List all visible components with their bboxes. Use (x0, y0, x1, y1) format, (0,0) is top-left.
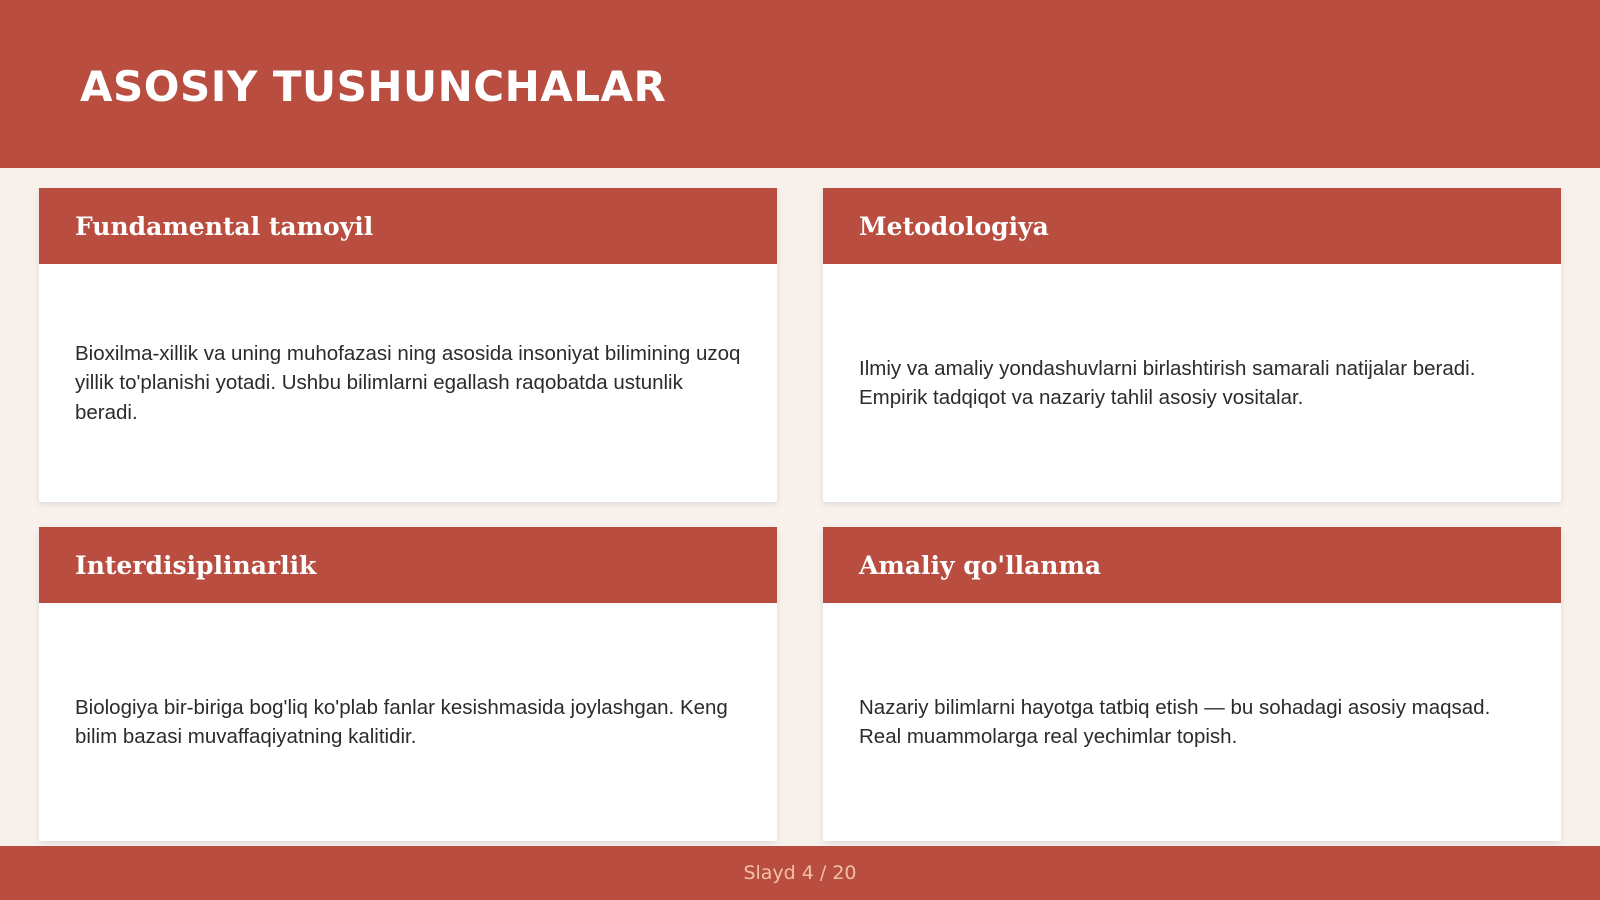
slide-counter: Slayd 4 / 20 (743, 862, 857, 884)
card-practical-application (823, 527, 1561, 841)
card-title: Amaliy qo'llanma (859, 551, 1102, 580)
card-title: Interdisiplinarlik (75, 551, 317, 580)
card-text: Ilmiy va amaliy yondashuvlarni birlashtirish samarali natijalar beradi. Empirik tadqiqot va nazariy tahlil asosiy vositalar. (859, 356, 1476, 409)
card-title: Fundamental tamoyil (75, 212, 374, 241)
card-header (823, 188, 1561, 264)
card-title: Metodologiya (859, 212, 1049, 241)
slide-header (0, 0, 1600, 168)
card-text: Bioxilma-xillik va uning muhofazasi ning asosida insoniyat bilimining uzoq yillik to'planishi yotadi. Ushbu bilimlarni egallash raqobatda ustunlik beradi. (75, 341, 741, 424)
card-fundamental-principle (39, 188, 777, 502)
card-header (39, 527, 777, 603)
card-body (859, 264, 1525, 502)
card-header (823, 527, 1561, 603)
card-text: Biologiya bir-biriga bog'liq ko'plab fanlar kesishmasida joylashgan. Keng bilim bazasi muvaffaqiyatning kalitidir. (75, 695, 728, 748)
card-methodology (823, 188, 1561, 502)
card-body (75, 603, 741, 841)
slide-title: ASOSIY TUSHUNCHALAR (80, 62, 667, 111)
slide-footer (0, 846, 1600, 900)
card-body (75, 264, 741, 502)
card-body (859, 603, 1525, 841)
card-header (39, 188, 777, 264)
card-text: Nazariy bilimlarni hayotga tatbiq etish — bu sohadagi asosiy maqsad. Real muammolarga real yechimlar topish. (859, 695, 1491, 748)
card-interdisciplinarity (39, 527, 777, 841)
